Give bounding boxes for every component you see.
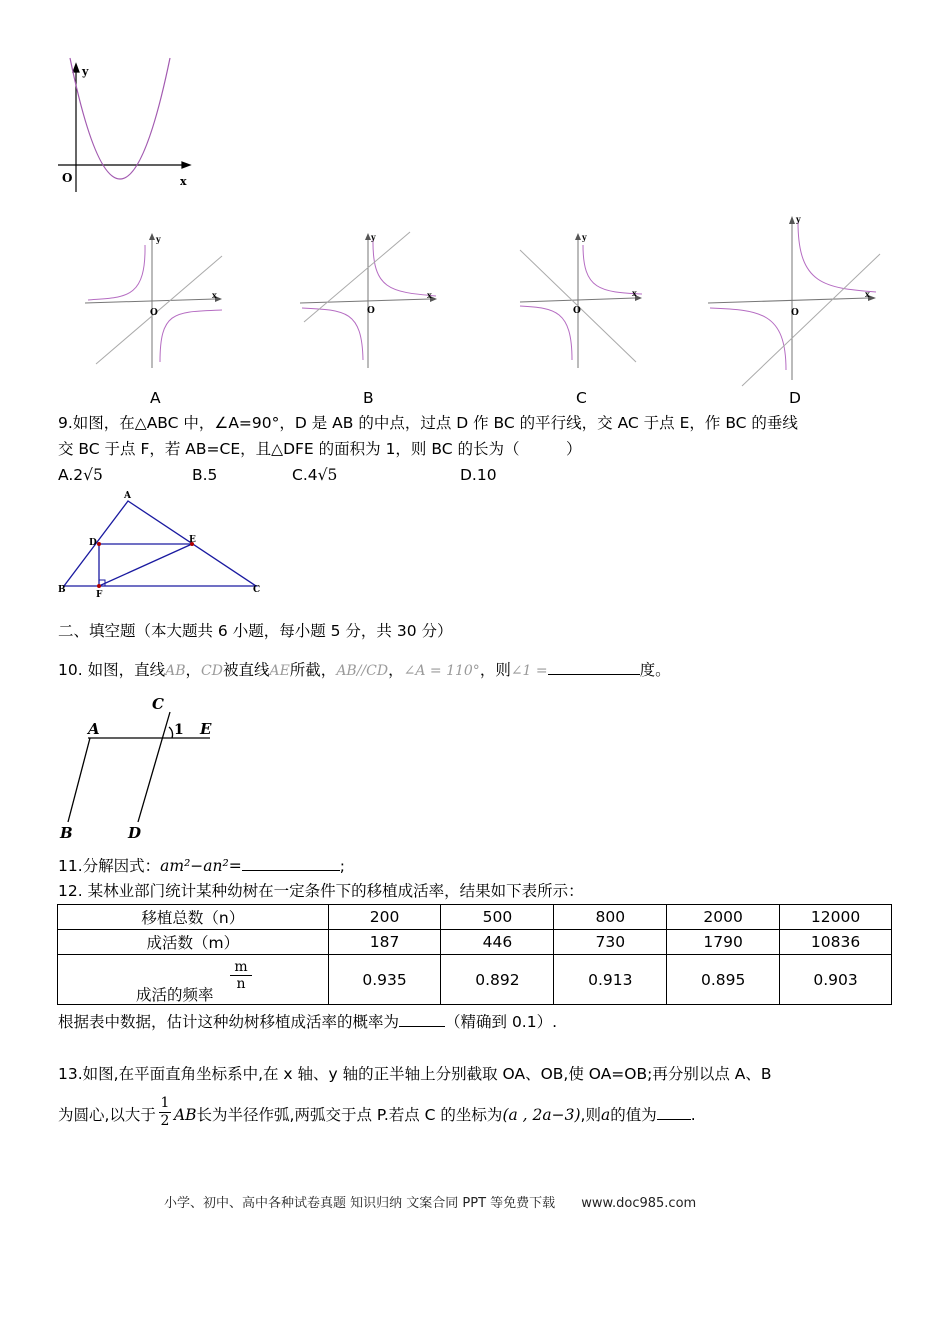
q9-choice-a: A.2√5 (58, 466, 103, 484)
footer-text: 小学、初中、高中各种试卷真题 知识归纳 文案合同 PPT 等免费下载 www.doc985.com (164, 1196, 697, 1211)
q13-line2: 为圆心,以大于 $\frac{1}{2}$ AB长为半径作弧,两弧交于点 P.若点 C 的坐标为(a , 2a−3),则a的值为 . (58, 1095, 696, 1129)
q9-choice-c: C.4√5 (292, 466, 338, 484)
svg-text:C: C (152, 695, 164, 713)
svg-text:O: O (791, 308, 799, 318)
svg-text:x: x (212, 290, 217, 300)
svg-text:D: D (128, 824, 142, 842)
svg-text:A: A (88, 720, 100, 738)
svg-text:B: B (58, 585, 66, 595)
option-label-c: C (576, 389, 587, 407)
table-cell: 10836 (780, 930, 892, 955)
table-cell: 0.903 (780, 955, 892, 1005)
table-row (58, 905, 892, 930)
table-cell: 0.913 (554, 955, 667, 1005)
svg-text:O: O (573, 306, 581, 316)
section-2-heading: 二、填空题（本大题共 6 小题，每小题 5 分，共 30 分） (58, 622, 453, 640)
svg-text:x: x (427, 290, 432, 300)
svg-text:A: A (124, 491, 131, 501)
table-cell: 800 (554, 905, 667, 930)
table-cell: 730 (554, 930, 667, 955)
option-label-d: D (789, 389, 801, 407)
svg-text:O: O (150, 308, 158, 318)
table-cell: 12000 (780, 905, 892, 930)
svg-text:1: 1 (174, 722, 184, 738)
option-label-a: A (150, 389, 161, 407)
svg-text:x: x (865, 289, 870, 299)
svg-text:x: x (632, 288, 637, 298)
svg-text:D: D (89, 538, 97, 548)
q10-text: 10. 如图，直线AB，CD被直线AE所截，AB//CD，∠A = 110°，则∠1 = 度。 (58, 661, 671, 679)
footer-url[interactable]: www.doc985.com (581, 1196, 697, 1211)
table-cell: 2000 (667, 905, 780, 930)
q12-intro: 12. 某林业部门统计某种幼树在一定条件下的移植成活率，结果如下表所示： (58, 882, 584, 900)
svg-text:F: F (96, 590, 103, 600)
svg-text:y: y (371, 232, 376, 242)
svg-text:E: E (200, 720, 212, 738)
table-cell: 446 (441, 930, 554, 955)
table-cell: 200 (328, 905, 441, 930)
table-row (58, 930, 892, 955)
table-cell: 0.935 (328, 955, 441, 1005)
svg-text:C: C (253, 585, 261, 595)
table-cell: 1790 (667, 930, 780, 955)
svg-text:O: O (367, 306, 375, 316)
parabola-y-label: y (82, 65, 89, 78)
q12-after: 根据表中数据，估计这种幼树移植成活率的概率为 （精确到 0.1）. (58, 1013, 558, 1031)
parabola-origin-label: O (62, 171, 73, 185)
q11-text: 11.分解因式：am²−an²= ; (58, 857, 345, 875)
svg-text:E: E (189, 535, 196, 545)
table-cell: 0.892 (441, 955, 554, 1005)
table-cell: 500 (441, 905, 554, 930)
q9-line2: 交 BC 于点 F，若 AB=CE，且△DFE 的面积为 1，则 BC 的长为（ ） (58, 440, 582, 458)
survival-rate-table (57, 904, 892, 1005)
q9-choice-b: B.5 (192, 466, 218, 484)
svg-text:B: B (60, 824, 73, 842)
parabola-x-label: x (180, 175, 187, 188)
row-label: 移植总数（n） (58, 905, 329, 930)
q13-line1: 13.如图,在平面直角坐标系中,在 x 轴、y 轴的正半轴上分别截取 OA、OB,使 OA=OB;再分别以点 A、B (58, 1065, 772, 1083)
option-label-b: B (363, 389, 374, 407)
table-cell: 187 (328, 930, 441, 955)
svg-text:y: y (796, 214, 801, 224)
svg-text:y: y (582, 232, 587, 242)
row-label: 成活的频率 m n (58, 955, 329, 1005)
q9-line1: 9.如图，在△ABC 中，∠A=90°，D 是 AB 的中点，过点 D 作 BC 的平行线，交 AC 于点 E，作 BC 的垂线 (58, 414, 798, 432)
q9-choice-d: D.10 (460, 466, 497, 484)
svg-text:y: y (156, 234, 161, 244)
table-cell: 0.895 (667, 955, 780, 1005)
row-label: 成活数（m） (58, 930, 329, 955)
table-row (58, 955, 892, 1005)
